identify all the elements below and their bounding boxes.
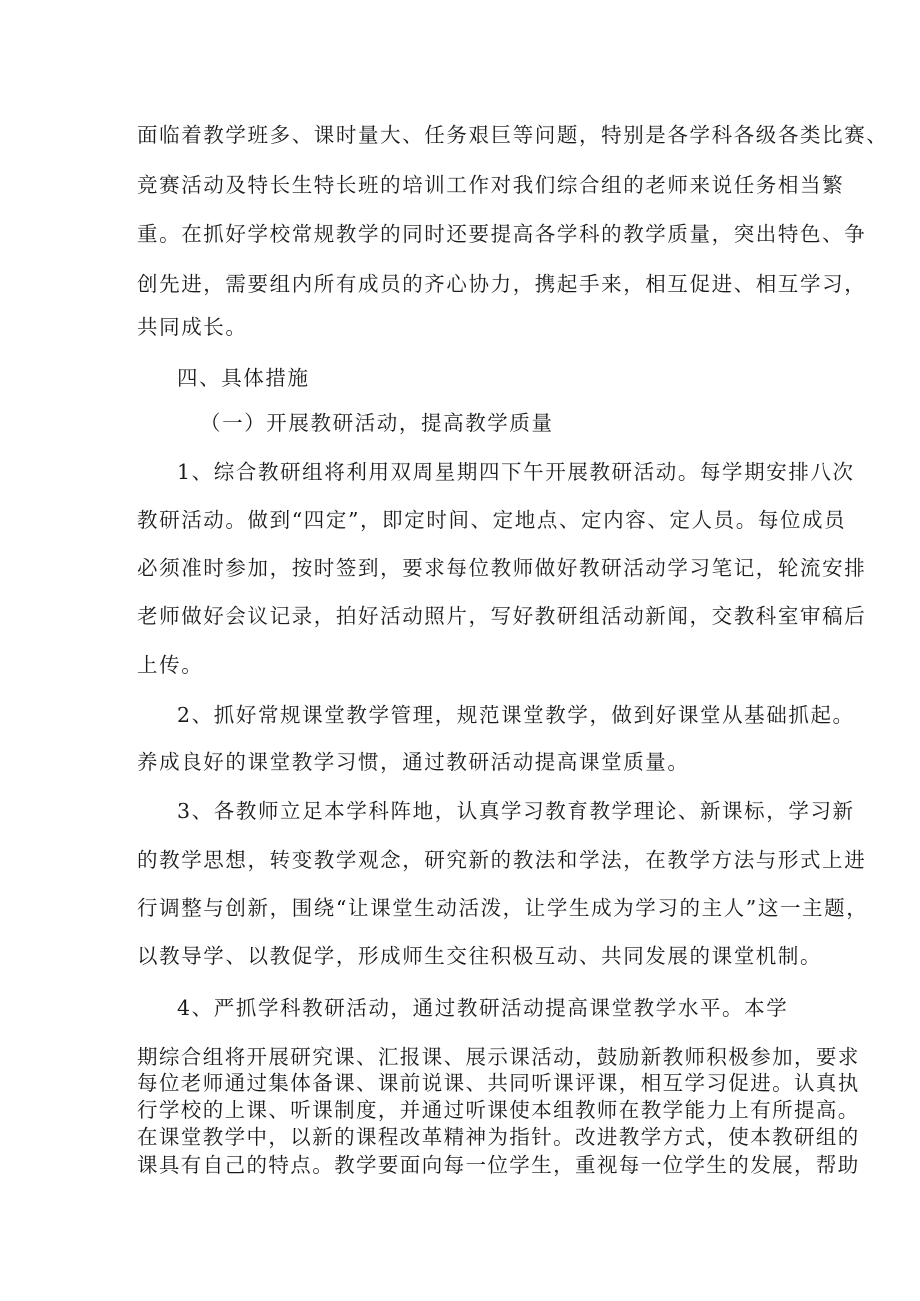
- paragraph-line: 面临着教学班多、课时量大、任务艰巨等问题，特别是各学科各级各类比赛、: [137, 123, 889, 147]
- section-heading: 四、具体措施: [177, 366, 310, 390]
- paragraph-line: 老师做好会议记录，拍好活动照片，写好教研组活动新闻，交教科室审稿后: [137, 604, 867, 628]
- paragraph-line: 课具有自己的特点。教学要面向每一位学生，重视每一位学生的发展，帮助: [137, 1153, 860, 1177]
- paragraph-line: 4、严抓学科教研活动，通过教研活动提高课堂教学水平。本学: [177, 996, 789, 1020]
- paragraph-line: 1、综合教研组将利用双周星期四下午开展教研活动。每学期安排八次: [177, 460, 855, 484]
- paragraph-line: 期综合组将开展研究课、汇报课、展示课活动，鼓励新教师积极参加，要求: [137, 1045, 860, 1069]
- subsection-heading: （一）开展教研活动，提高教学质量: [200, 411, 554, 435]
- paragraph-line: 必须准时参加，按时签到，要求每位教师做好教研活动学习笔记，轮流安排: [137, 556, 867, 580]
- paragraph-line: 教研活动。做到“四定”，即定时间、定地点、定内容、定人员。每位成员: [137, 508, 847, 532]
- paragraph-line: 以教导学、以教促学，形成师生交往积极互动、共同发展的课堂机制。: [137, 944, 823, 968]
- paragraph-line: 重。在抓好学校常规教学的同时还要提高各学科的教学质量，突出特色、争: [137, 222, 867, 246]
- paragraph-line: 行学校的上课、听课制度，并通过听课使本组教师在教学能力上有所提高。: [137, 1098, 860, 1122]
- paragraph-line: 3、各教师立足本学科阵地，认真学习教育教学理论、新课标，学习新: [177, 799, 855, 823]
- paragraph-line: 共同成长。: [137, 315, 248, 339]
- paragraph-line: 养成良好的课堂教学习惯，通过教研活动提高课堂质量。: [137, 750, 690, 774]
- paragraph-line: 每位老师通过集体备课、课前说课、共同听课评课，相互学习促进。认真执: [137, 1071, 860, 1095]
- paragraph-line: 的教学思想，转变教学观念，研究新的教法和学法，在教学方法与形式上进: [137, 848, 867, 872]
- paragraph-line: 行调整与创新，围绕“让课堂生动活泼，让学生成为学习的主人”这一主题，: [137, 896, 869, 920]
- paragraph-line: 在课堂教学中，以新的课程改革精神为指针。改进教学方式，使本教研组的: [137, 1125, 860, 1149]
- paragraph-line: 2、抓好常规课堂教学管理，规范课堂教学，做到好课堂从基础抓起。: [177, 703, 855, 727]
- paragraph-line: 竞赛活动及特长生特长班的培训工作对我们综合组的老师来说任务相当繁: [137, 173, 845, 197]
- paragraph-line: 上传。: [137, 653, 204, 677]
- paragraph-line: 创先进，需要组内所有成员的齐心协力，携起手来，相互促进、相互学习，: [137, 272, 867, 296]
